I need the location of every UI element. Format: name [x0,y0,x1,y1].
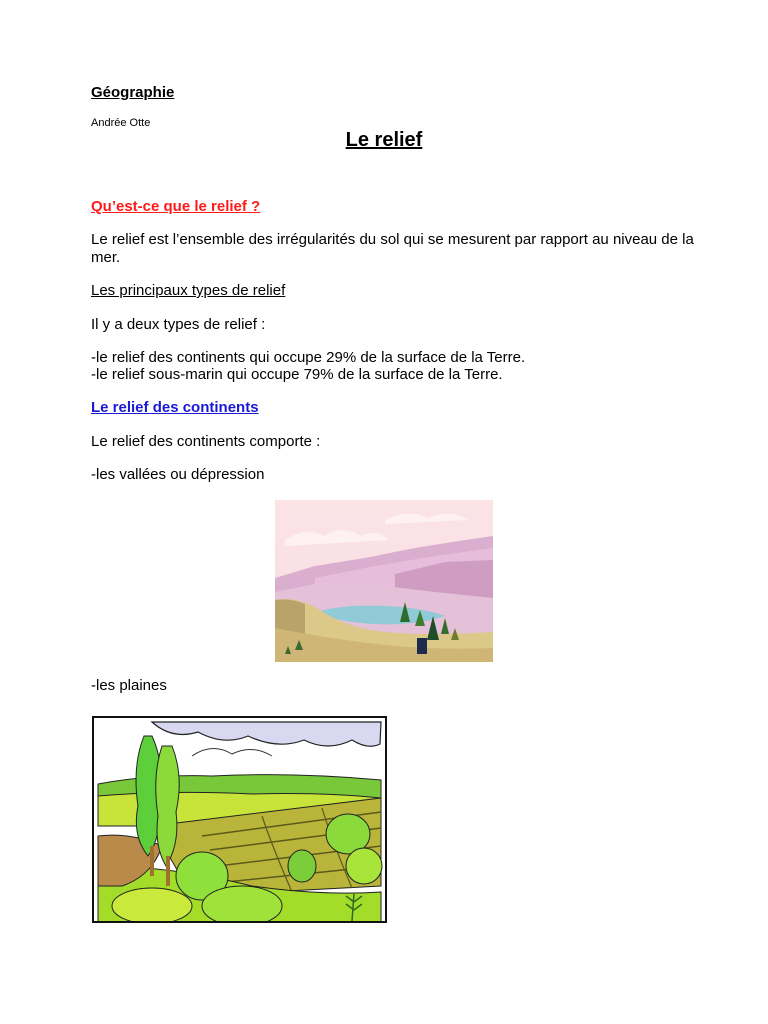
type-item-continents: -le relief des continents qui occupe 29% de la surface de la Terre. [91,349,526,366]
page-title: Le relief [345,129,423,151]
types-intro: Il y a deux types de relief : [91,316,266,333]
list-item-valleys: -les vallées ou dépression [91,466,265,483]
plains-image [92,716,387,923]
continents-intro: Le relief des continents comporte : [91,433,321,450]
subject-heading: Géographie [91,84,175,101]
section-heading-types: Les principaux types de relief [91,282,286,299]
definition-paragraph: Le relief est l’ensemble des irrégularités du sol qui se mesurent par rapport au niveau de la mer. [91,231,694,266]
section-heading-what-is-relief: Qu’est-ce que le relief ? [91,198,261,215]
author-name: Andrée Otte [91,117,151,129]
list-item-plains: -les plaines [91,677,167,694]
valley-image [275,500,493,662]
type-item-undersea: -le relief sous-marin qui occupe 79% de la surface de la Terre. [91,366,503,383]
section-heading-continents: Le relief des continents [91,399,259,416]
